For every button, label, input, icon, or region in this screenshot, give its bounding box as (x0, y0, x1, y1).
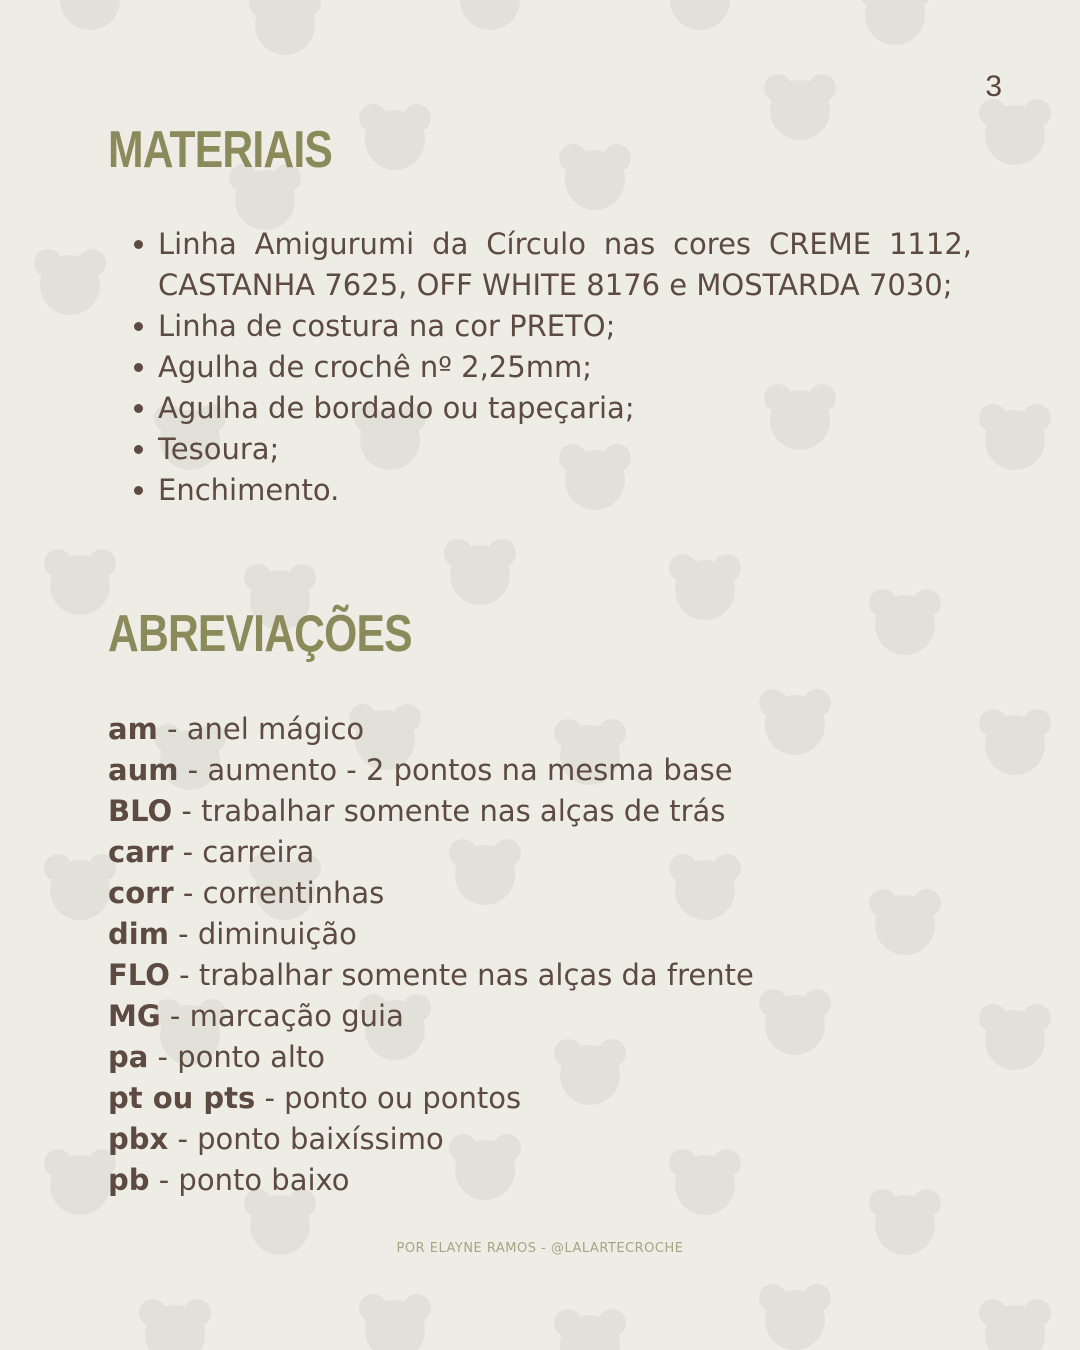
abbreviation-term: pbx (108, 1122, 169, 1156)
abbreviation-item (108, 1160, 754, 1201)
abbreviation-item (108, 955, 754, 996)
list-item: Agulha de crochê nº 2,25mm; (130, 347, 972, 388)
bullet-icon (134, 445, 143, 454)
list-item: Enchimento. (130, 470, 972, 511)
materiais-title: MATERIAIS (108, 121, 332, 179)
abbreviation-term: MG (108, 999, 161, 1033)
abbreviation-term: BLO (108, 794, 173, 828)
list-item: Agulha de bordado ou tapeçaria; (130, 388, 972, 429)
abbreviation-item (108, 1078, 754, 1119)
abbreviation-item (108, 1037, 754, 1078)
abbreviation-meaning: - trabalhar somente nas alças de trás (172, 794, 726, 828)
abbreviation-term: pt ou pts (108, 1081, 256, 1115)
abbreviation-meaning: - trabalhar somente nas alças da frente (169, 958, 754, 992)
abbreviation-item (108, 832, 754, 873)
footer-credit: POR ELAYNE RAMOS - @LALARTECROCHE (396, 1241, 684, 1256)
abbreviation-item (108, 750, 754, 791)
abbreviation-meaning: - ponto baixo (149, 1163, 350, 1197)
abbreviation-meaning: - anel mágico (157, 712, 365, 746)
abbreviation-meaning: - diminuição (168, 917, 357, 951)
abbreviation-item (108, 914, 754, 955)
abbreviation-item (108, 791, 754, 832)
bullet-icon (134, 322, 143, 331)
page-number: 3 (985, 70, 1002, 103)
bullet-icon (134, 363, 143, 372)
abreviacoes-title: ABREVIAÇÕES (108, 605, 412, 663)
abbreviation-item (108, 1119, 754, 1160)
abbreviations-list (108, 709, 754, 1201)
abbreviation-meaning: - ponto alto (148, 1040, 326, 1074)
abbreviation-term: FLO (108, 958, 170, 992)
abbreviation-meaning: - correntinhas (173, 876, 385, 910)
abbreviation-item (108, 709, 754, 750)
bullet-icon (134, 486, 143, 495)
abbreviation-meaning: - carreira (173, 835, 315, 869)
abbreviation-item (108, 873, 754, 914)
abbreviation-term: dim (108, 917, 169, 951)
bullet-icon (134, 240, 143, 249)
abbreviation-term: pa (108, 1040, 149, 1074)
abbreviation-meaning: - aumento - 2 pontos na mesma base (178, 753, 733, 787)
list-item: Linha Amigurumi da Círculo nas cores CREME 1112, CASTANHA 7625, OFF WHITE 8176 e MOSTARDA 7030; (130, 224, 972, 306)
list-item: Tesoura; (130, 429, 972, 470)
abbreviation-term: am (108, 712, 158, 746)
abbreviation-meaning: - marcação guia (160, 999, 404, 1033)
bullet-icon (134, 404, 143, 413)
abbreviation-item (108, 996, 754, 1037)
list-item: Linha de costura na cor PRETO; (130, 306, 972, 347)
abbreviation-meaning: - ponto baixíssimo (168, 1122, 444, 1156)
materials-list (130, 224, 972, 511)
abbreviation-term: aum (108, 753, 179, 787)
abbreviation-term: corr (108, 876, 174, 910)
abbreviation-term: pb (108, 1163, 150, 1197)
abbreviation-term: carr (108, 835, 174, 869)
abbreviation-meaning: - ponto ou pontos (255, 1081, 522, 1115)
